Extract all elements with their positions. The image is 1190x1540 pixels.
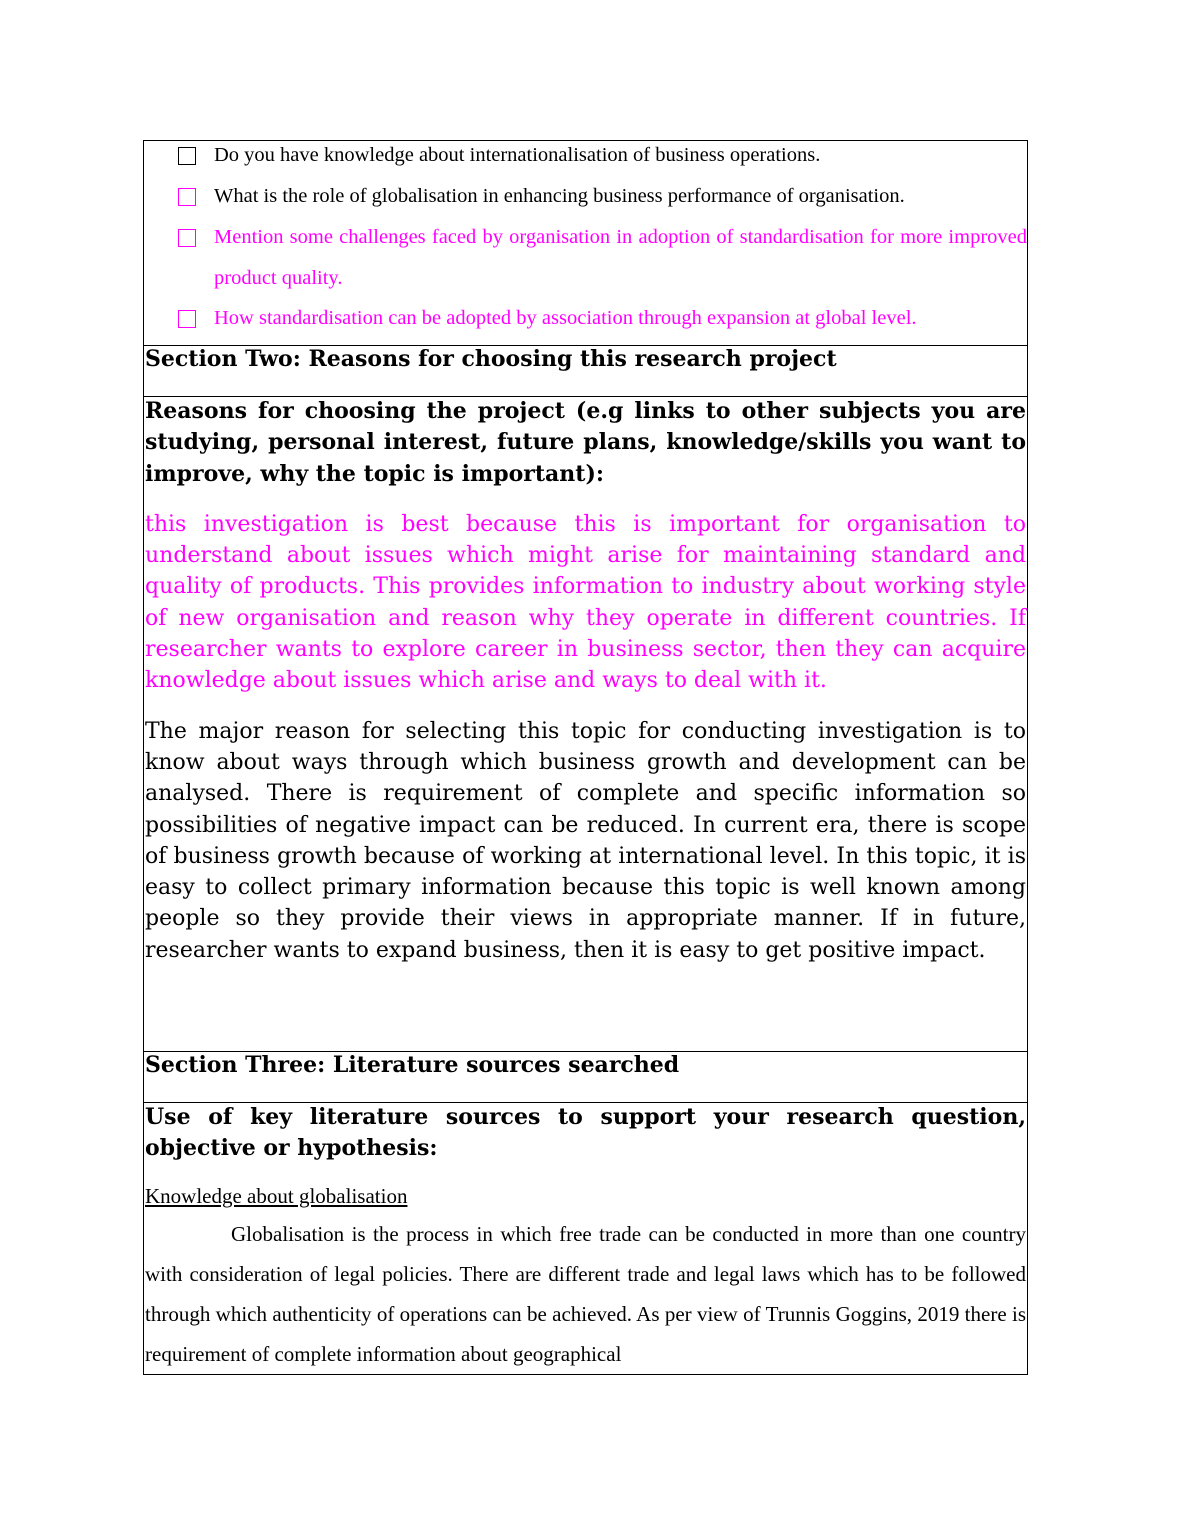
section-three-title: Section Three: Literature sources searched: [145, 1052, 680, 1078]
section-three-subheading: Knowledge about globalisation: [145, 1183, 408, 1208]
question-text: Do you have knowledge about internationalisation of business operations.: [214, 144, 821, 166]
section-two-title: Section Two: Reasons for choosing this research project: [145, 346, 837, 372]
section-two-heading: [143, 345, 1028, 397]
section-two-answer: The major reason for selecting this topic for conducting investigation is to know about ways through which business growth and development can be analysed. There is requirement of complete and specific information so possibilities of negative impact can be reduced. In current era, there is scope of business growth because of working at international level. In this topic, it is easy to collect primary information because this topic is well known among people so they provide their views in appropriate manner. If in future, researcher wants to expand business, then it is easy to get positive impact.: [145, 718, 1026, 963]
checkbox-bullet-icon: [178, 147, 196, 165]
question-text: What is the role of globalisation in enhancing business performance of organisation.: [214, 185, 905, 207]
questions-cell: [143, 140, 1028, 346]
section-two-body: [143, 396, 1028, 1052]
question-text: Mention some challenges faced by organisation in adoption of standardisation for more improved product quality.: [214, 226, 1027, 289]
section-three-paragraph: Globalisation is the process in which free trade can be conducted in more than one country with consideration of legal policies. There are different trade and legal laws which has to be followed through which authenticity of operations can be achieved. As per view of Trunnis Goggins, 2019 there is requirement of complete information about geographical: [145, 1221, 1026, 1366]
checkbox-bullet-icon: [178, 310, 196, 328]
checkbox-bullet-icon: [178, 188, 196, 206]
section-three-prompt: Use of key literature sources to support your research question, objective or hypothesis:: [145, 1104, 1026, 1162]
section-three-heading: [143, 1051, 1028, 1103]
question-text: How standardisation can be adopted by association through expansion at global level.: [214, 307, 917, 329]
section-two-prompt: Reasons for choosing the project (e.g links to other subjects you are studying, personal interest, future plans, knowledge/skills you want to improve, why the topic is important):: [145, 398, 1026, 487]
section-three-body: [143, 1102, 1028, 1375]
section-two-answer-highlight: this investigation is best because this is important for organisation to understand about issues which might arise for maintaining standard and quality of products. This provides information to industry about working style of new organisation and reason why they operate in different countries. If researcher wants to explore career in business sector, then they can acquire knowledge about issues which arise and ways to deal with it.: [145, 511, 1026, 694]
checkbox-bullet-icon: [178, 229, 196, 247]
